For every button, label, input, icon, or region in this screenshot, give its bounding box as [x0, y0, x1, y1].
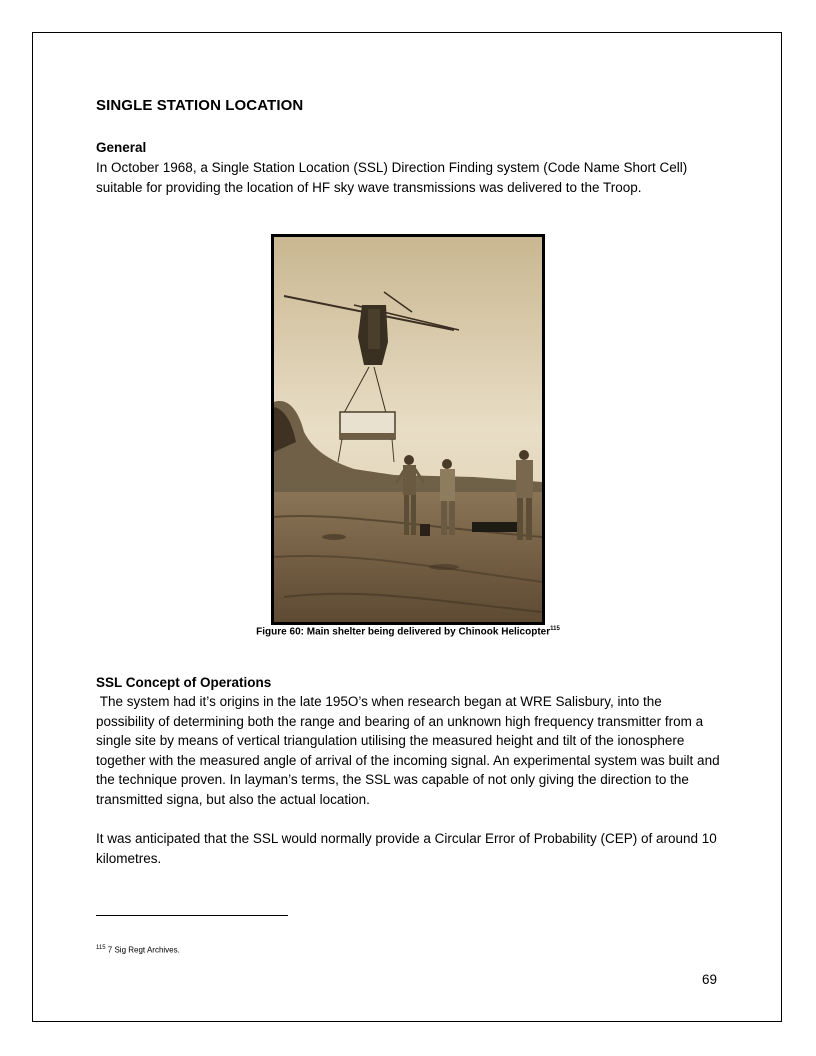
- section-heading-general: General: [96, 140, 147, 155]
- page-number: 69: [702, 972, 718, 987]
- footnote: [96, 945, 180, 955]
- ssl-concept-paragraph-2: It was anticipated that the SSL would normally provide a Circular Error of Probability (CEP) of around 10 kilometres.: [96, 831, 717, 866]
- general-paragraph: In October 1968, a Single Station Location (SSL) Direction Finding system (Code Name Short Cell) suitable for providing the location of HF sky wave transmissions was delivered to the Troop.: [96, 160, 688, 195]
- footnote-text: 7 Sig Regt Archives.: [105, 945, 180, 955]
- helicopter-photo: [271, 234, 545, 625]
- caption-footnote-ref: 115: [550, 626, 560, 632]
- ssl-concept-paragraph-1: The system had it’s origins in the late 195O’s when research began at WRE Salisbury, into the possibility of determining both the range and bearing of an unknown high frequency transmitter from a single site by means of vertical triangulation utilising the measured height and tilt of the ionosphere together with the measured angle of arrival of the incoming signal. An experimental system was built and the technique proven. In layman’s terms, the SSL was capable of not only giving the direction to the transmitted signa, but also the actual location.: [96, 694, 724, 807]
- section-heading-ssl-concept: SSL Concept of Operations: [96, 675, 272, 690]
- caption-text: Figure 60: Main shelter being delivered by Chinook Helicopter: [256, 626, 551, 638]
- page-title: SINGLE STATION LOCATION: [96, 97, 304, 114]
- figure-caption: [0, 626, 816, 637]
- footnote-divider: [96, 915, 288, 916]
- photo-image: [274, 237, 542, 622]
- footnote-number: 115: [96, 945, 106, 951]
